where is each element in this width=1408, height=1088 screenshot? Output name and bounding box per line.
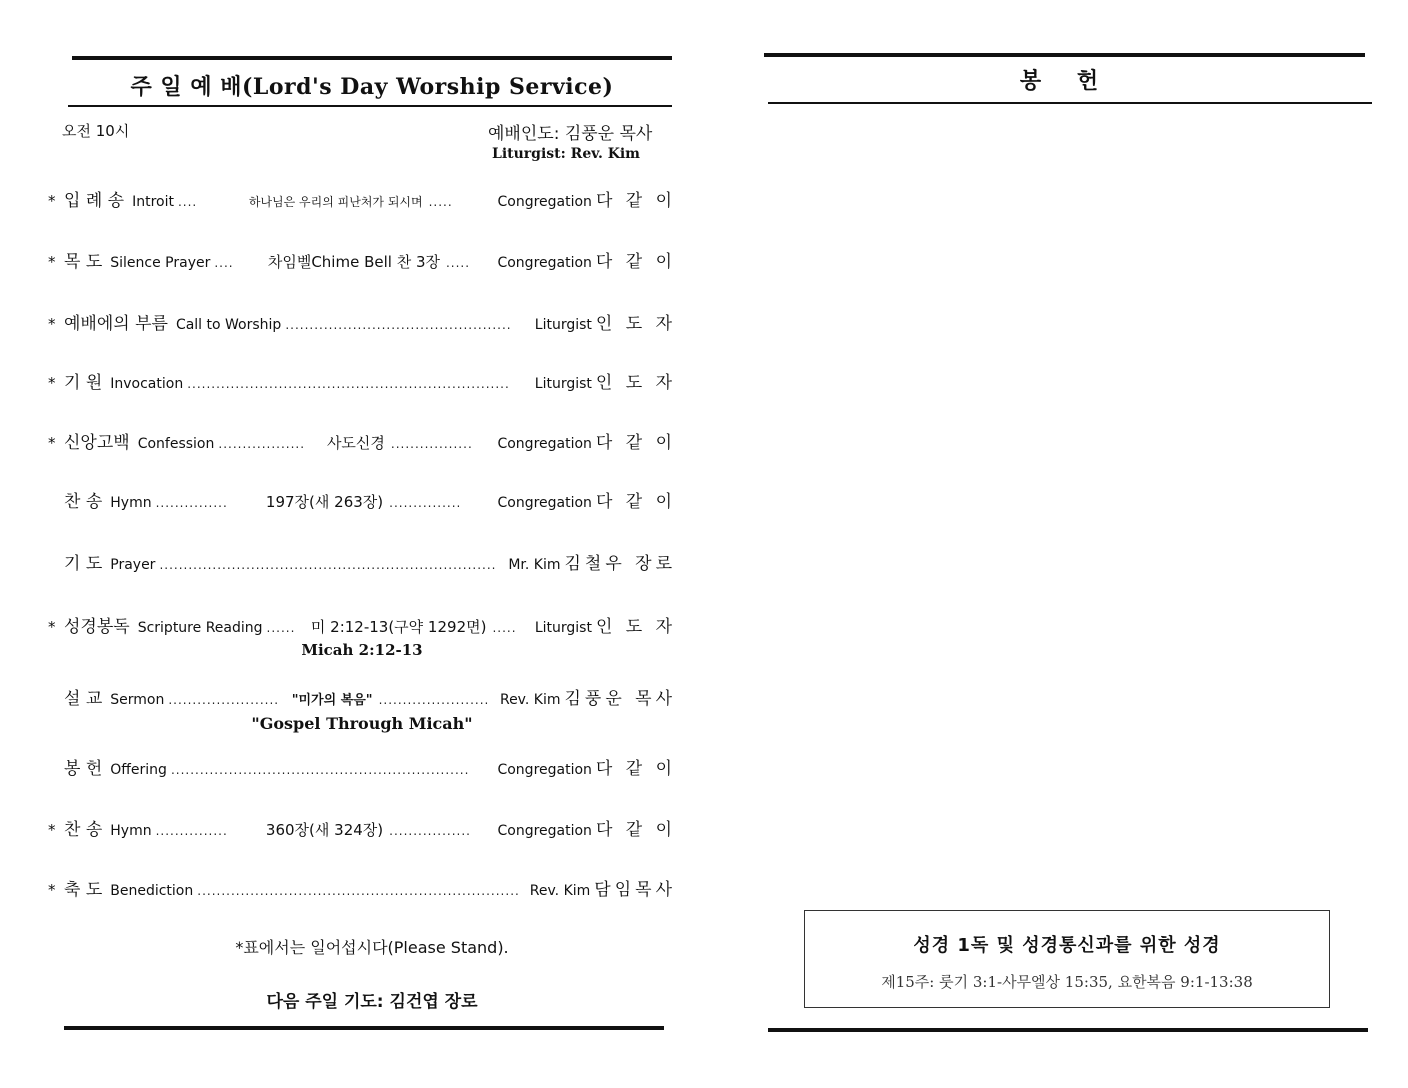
item-role: Congregation: [497, 194, 592, 210]
item-leader: 다 같 이: [595, 492, 677, 512]
leader-dots: ....: [214, 256, 234, 270]
left-bottom-rule: [64, 1026, 664, 1030]
star-marker: *: [48, 434, 56, 452]
leader-dots: ..................: [218, 437, 306, 451]
item-detail: 360장(새 324장): [265, 821, 384, 839]
page-title: 주 일 예 배(Lord's Day Worship Service): [130, 74, 614, 100]
order-row: [48, 875, 676, 901]
leader-dots: .....: [445, 256, 471, 270]
order-row: [48, 309, 676, 335]
item-title-en: Scripture Reading: [137, 620, 263, 636]
item-title-en: Benediction: [110, 883, 194, 899]
bible-reading-box: [804, 910, 1330, 1008]
item-leader: 다 같 이: [595, 433, 676, 453]
next-week-prayer: 다음 주일 기도: 김건엽 장로: [266, 992, 478, 1012]
item-title-kr: 설 교: [64, 689, 103, 709]
item-leader: 인 도 자: [595, 373, 676, 393]
item-title-en: Confession: [137, 436, 215, 452]
item-role: Congregation: [497, 255, 592, 271]
item-title-en: Invocation: [110, 376, 184, 392]
item-role: Congregation: [497, 823, 592, 839]
item-title-kr: 예배에의 부름: [64, 314, 168, 334]
leader-dots: ...................................................................: [197, 884, 520, 898]
left-title-rule: [68, 105, 672, 107]
item-role: Rev. Kim: [529, 883, 591, 899]
item-leader: 다 같 이: [595, 820, 677, 840]
leader-dots: .................: [389, 824, 471, 838]
leader-dots: ...............: [155, 496, 228, 510]
item-detail: 미 2:12-13(구약 1292면): [310, 618, 487, 636]
item-detail: 하나님은 우리의 피난처가 되시며: [248, 195, 423, 209]
leader-dots: ...............: [389, 496, 462, 510]
item-role: Mr. Kim: [508, 557, 561, 573]
service-time: 오전 10시: [62, 122, 130, 140]
item-title-en: Hymn: [110, 823, 152, 839]
right-bottom-rule: [768, 1028, 1368, 1032]
bible-reading-title: 성경 1독 및 성경통신과를 위한 성경: [913, 935, 1221, 956]
item-leader: 다 같 이: [595, 252, 676, 272]
leader-dots: .................: [390, 437, 473, 451]
leader-dots: ......: [266, 621, 296, 635]
leader-dots: .......................: [168, 693, 280, 707]
star-marker: *: [48, 821, 56, 839]
leader-dots: ...............................................: [285, 318, 512, 332]
sermon-subtitle: "Gospel Through Micah": [251, 714, 473, 733]
item-role: Congregation: [497, 436, 592, 452]
order-row: [48, 815, 676, 841]
stand-note: *표에서는 일어섭시다(Please Stand).: [235, 938, 509, 957]
bible-reading-schedule: 제15주: 룻기 3:1-사무엘상 15:35, 요한복음 9:1-13:38: [881, 973, 1253, 991]
star-marker: *: [48, 374, 56, 392]
order-row: [48, 487, 676, 513]
item-leader: 다 같 이: [595, 759, 676, 779]
star-marker: *: [48, 315, 56, 333]
item-role: Liturgist: [534, 620, 592, 636]
item-leader: 인 도 자: [595, 314, 676, 334]
item-detail: 197장(새 263장): [265, 493, 384, 511]
item-title-kr: 축 도: [64, 880, 103, 900]
offering-title: 봉 헌: [1019, 69, 1113, 94]
item-title-kr: 성경봉독: [64, 617, 130, 637]
item-title-en: Offering: [110, 762, 167, 778]
item-leader: 다 같 이: [595, 191, 677, 211]
leader-dots: ......................................................................: [159, 558, 497, 572]
star-marker: *: [48, 253, 56, 271]
liturgist-en: Liturgist: Rev. Kim: [492, 146, 640, 162]
item-title-kr: 봉 헌: [64, 759, 103, 779]
order-row: [48, 549, 676, 575]
star-marker: *: [48, 618, 56, 636]
item-title-en: Call to Worship: [175, 317, 282, 333]
item-role: Congregation: [497, 762, 592, 778]
item-title-kr: 기 원: [64, 373, 103, 393]
item-title-kr: 찬 송: [64, 820, 103, 840]
item-title-en: Introit: [132, 194, 174, 210]
item-title-kr: 찬 송: [64, 492, 103, 512]
item-title-kr: 신앙고백: [64, 433, 130, 453]
item-title-en: Prayer: [110, 557, 156, 573]
star-marker: *: [48, 192, 56, 210]
leader-dots: ...............: [155, 824, 228, 838]
leader-dots: ...................................................................: [187, 377, 510, 391]
order-row: [48, 684, 676, 710]
order-row: [48, 368, 676, 394]
leader-dots: ....: [177, 195, 198, 209]
item-detail: "미가의 복음": [291, 693, 373, 708]
item-title-en: Silence Prayer: [110, 255, 211, 271]
leader-dots: .....: [428, 195, 453, 209]
item-title-kr: 입 례 송: [64, 191, 125, 211]
leader-dots: ..............................................................: [170, 763, 470, 777]
order-row: [48, 612, 676, 638]
item-role: Congregation: [497, 495, 592, 511]
item-title-kr: 기 도: [64, 554, 103, 574]
left-top-rule: [72, 56, 672, 60]
order-row: [48, 428, 676, 454]
item-leader: 김철우 장로: [564, 554, 676, 574]
order-row: [48, 247, 676, 273]
right-title-rule: [768, 102, 1372, 104]
item-leader: 김풍운 목사: [564, 689, 677, 709]
scripture-subtitle: Micah 2:12-13: [301, 641, 423, 659]
item-detail: 사도신경: [326, 434, 385, 452]
item-role: Liturgist: [534, 376, 592, 392]
item-detail: 차임벨Chime Bell 찬 3장: [267, 253, 440, 271]
item-title-kr: 목 도: [64, 252, 103, 272]
order-row: [48, 186, 676, 212]
item-leader: 인 도 자: [595, 617, 677, 637]
item-leader: 담임목사: [594, 880, 676, 900]
item-title-en: Hymn: [110, 495, 152, 511]
item-role: Liturgist: [534, 317, 592, 333]
star-marker: *: [48, 881, 56, 899]
leader-dots: .......................: [378, 693, 490, 707]
liturgist-kr: 예배인도: 김풍운 목사: [488, 124, 653, 144]
item-role: Rev. Kim: [499, 692, 561, 708]
order-row: [48, 754, 676, 780]
right-top-rule: [764, 53, 1365, 57]
leader-dots: .....: [492, 621, 517, 635]
item-title-en: Sermon: [110, 692, 165, 708]
